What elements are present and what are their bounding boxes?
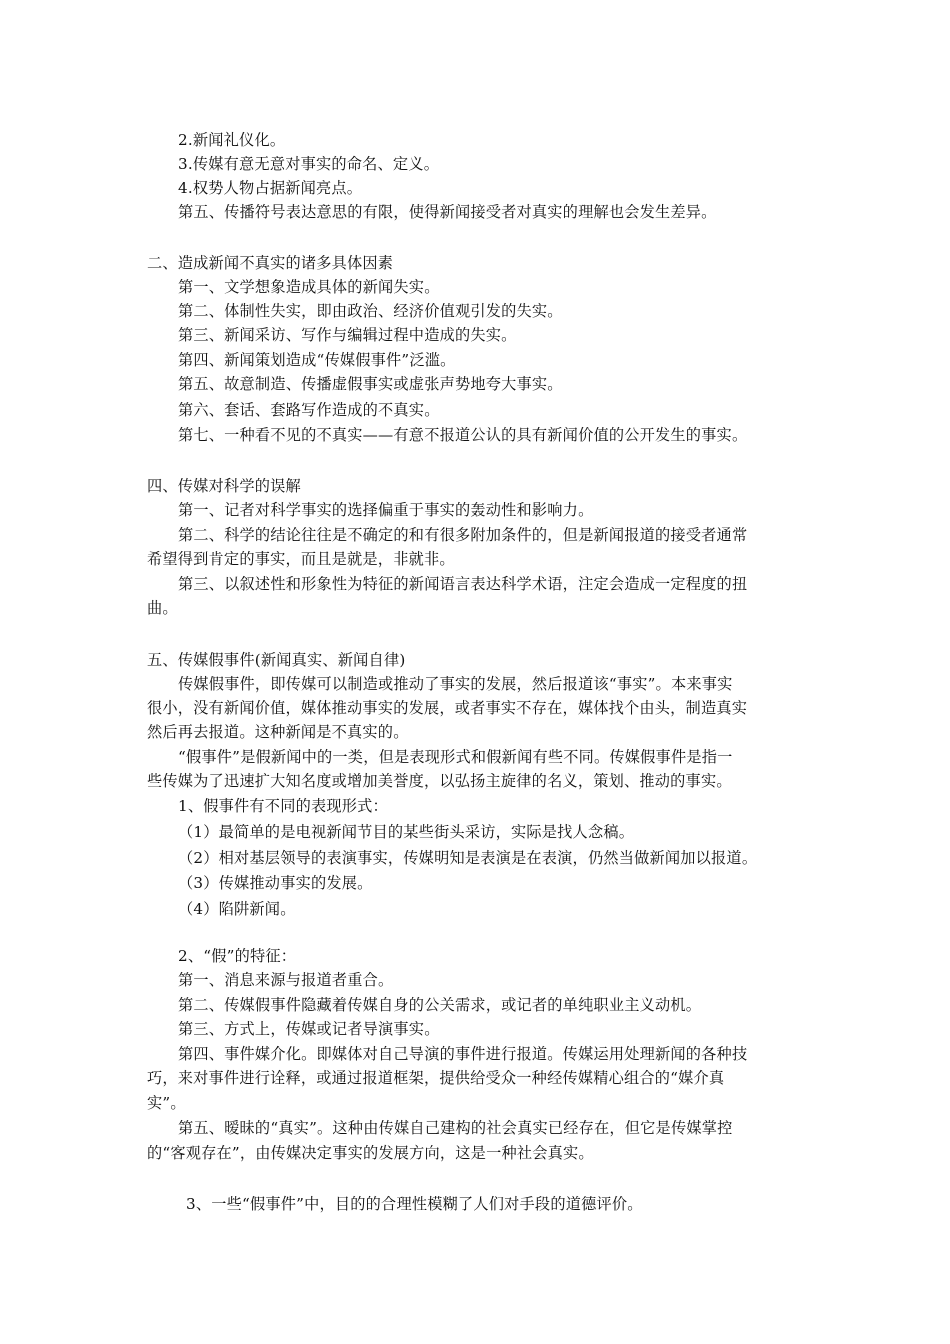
text-line: 2、“假”的特征： xyxy=(178,947,297,965)
text-line: 的“客观存在”，由传媒决定事实的发展方向，这是一种社会真实。 xyxy=(147,1144,594,1162)
text-line: 些传媒为了迅速扩大知名度或增加美誉度，以弘扬主旋律的名义，策划、推动的事实。 xyxy=(147,772,732,790)
text-line: 第一、记者对科学事实的选择偏重于事实的轰动性和影响力。 xyxy=(178,501,594,519)
text-line: 第一、文学想象造成具体的新闻失实。 xyxy=(178,278,440,296)
text-line: “假事件”是假新闻中的一类，但是表现形式和假新闻有些不同。传媒假事件是指一 xyxy=(178,748,733,766)
text-line: （3）传媒推动事实的发展。 xyxy=(178,874,373,892)
text-line: 第三、方式上，传媒或记者导演事实。 xyxy=(178,1020,440,1038)
text-line: 第三、新闻采访、写作与编辑过程中造成的失实。 xyxy=(178,326,517,344)
text-line: 4.权势人物占据新闻亮点。 xyxy=(178,179,363,197)
text-line: （1）最简单的是电视新闻节目的某些街头采访，实际是找人念稿。 xyxy=(178,823,635,841)
text-line: 很小，没有新闻价值，媒体推动事实的发展，或者事实不存在，媒体找个由头，制造真实 xyxy=(147,699,748,717)
text-line: 第五、暧昧的“真实”。这种由传媒自己建构的社会真实已经存在，但它是传媒掌控 xyxy=(178,1119,733,1137)
text-line: 传媒假事件，即传媒可以制造或推动了事实的发展，然后报道该“事实”。本来事实 xyxy=(178,675,733,693)
text-line: 希望得到肯定的事实，而且是就是，非就非。 xyxy=(147,550,455,568)
text-line: 第一、消息来源与报道者重合。 xyxy=(178,971,394,989)
text-line: 第二、科学的结论往往是不确定的和有很多附加条件的，但是新闻报道的接受者通常 xyxy=(178,526,748,544)
section-heading: 四、传媒对科学的误解 xyxy=(147,477,301,495)
text-line: 然后再去报道。这种新闻是不真实的。 xyxy=(147,723,409,741)
text-line: （2）相对基层领导的表演事实，传媒明知是表演是在表演，仍然当做新闻加以报道。 xyxy=(178,849,758,867)
text-line: 第三、以叙述性和形象性为特征的新闻语言表达科学术语，注定会造成一定程度的扭 xyxy=(178,575,748,593)
text-line: 1、假事件有不同的表现形式： xyxy=(178,797,388,815)
text-line: （4）陷阱新闻。 xyxy=(178,900,296,918)
section-heading: 五、传媒假事件(新闻真实、新闻自律) xyxy=(147,651,406,669)
text-line: 第六、套话、套路写作造成的不真实。 xyxy=(178,401,440,419)
text-line: 第七、一种看不见的不真实——有意不报道公认的具有新闻价值的公开发生的事实。 xyxy=(178,426,748,444)
text-line: 实”。 xyxy=(147,1094,186,1112)
text-line: 曲。 xyxy=(147,599,178,617)
text-line: 第五、传播符号表达意思的有限，使得新闻接受者对真实的理解也会发生差异。 xyxy=(178,203,717,221)
text-line: 第四、事件媒介化。即媒体对自己导演的事件进行报道。传媒运用处理新闻的各种技 xyxy=(178,1045,748,1063)
text-line: 巧，来对事件进行诠释，或通过报道框架，提供给受众一种经传媒精心组合的“媒介真 xyxy=(147,1069,725,1087)
section-heading: 二、造成新闻不真实的诸多具体因素 xyxy=(147,254,394,272)
text-line: 3.传媒有意无意对事实的命名、定义。 xyxy=(178,155,440,173)
text-line: 第二、传媒假事件隐藏着传媒自身的公关需求，或记者的单纯职业主义动机。 xyxy=(178,996,702,1014)
text-line: 3、一些“假事件”中，目的的合理性模糊了人们对手段的道德评价。 xyxy=(186,1195,643,1213)
text-line: 第四、新闻策划造成“传媒假事件”泛滥。 xyxy=(178,351,456,369)
text-line: 第五、故意制造、传播虚假事实或虚张声势地夸大事实。 xyxy=(178,375,563,393)
text-line: 第二、体制性失实，即由政治、经济价值观引发的失实。 xyxy=(178,302,563,320)
text-line: 2.新闻礼仪化。 xyxy=(178,131,286,149)
